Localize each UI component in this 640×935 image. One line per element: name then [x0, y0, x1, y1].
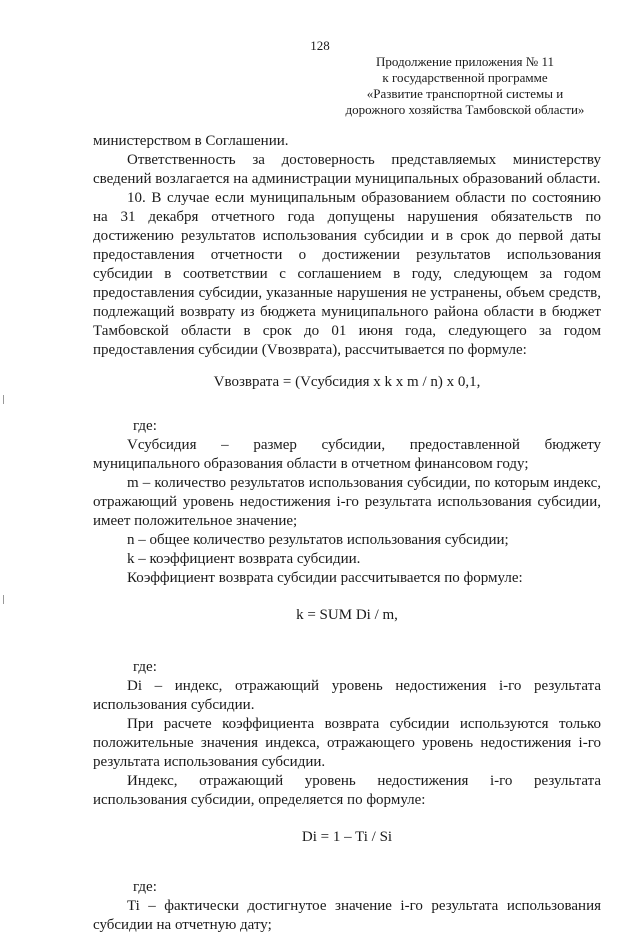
scan-margin-mark	[3, 395, 4, 404]
definition-n: n – общее количество результатов использования субсидии;	[127, 532, 509, 548]
paragraph: Ответственность за достоверность представляемых министерству сведений возлагается на администрации муниципальных образований области.	[93, 152, 601, 187]
paragraph: Коэффициент возврата субсидии рассчитывается по формуле:	[127, 570, 523, 586]
definition-m: m – количество результатов использования субсидии, по которым индекс, отражающий уровень недостижения i-го результата использования субсидии, имеет положительное значение;	[93, 475, 601, 529]
page-number: 128	[310, 38, 330, 53]
definition-t: Ti – фактически достигнутое значение i-го результата использования субсидии на отчетную дату;	[93, 898, 601, 933]
formula-refund: Vвозврата = (Vсубсидия x k x m / n) x 0,1,	[213, 374, 481, 390]
definition-v-subsidy: Vсубсидия – размер субсидии, предоставленной бюджету муниципального образования области в отчетном финансовом году;	[93, 437, 601, 472]
definition-k: k – коэффициент возврата субсидии.	[127, 551, 361, 567]
paragraph-clause-10: 10. В случае если муниципальным образованием области по состоянию на 31 декабря отчетного года допущены нарушения обязательств по достижению результатов использования субсидии и в срок до первой даты предоставления отчетности о достижении результатов использования субсидии в соответствии с соглашением в году, следующем за годом предоставления субсидии, указанные нарушения не устранены, объем средств, подлежащий возврату из бюджета муниципального района области в бюджет Тамбовской области в срок до 01 июня года, следующего за годом предоставления субсидии (Vвозврата), рассчитывается по формуле:	[93, 190, 601, 358]
where-label: где:	[133, 418, 157, 434]
where-label: где:	[133, 659, 157, 675]
scan-margin-mark	[3, 595, 4, 604]
paragraph: министерством в Соглашении.	[93, 133, 289, 149]
document-body	[93, 132, 601, 935]
definition-d: Di – индекс, отражающий уровень недостижения i-го результата использования субсидии.	[93, 678, 601, 713]
header-line: Продолжение приложения № 11	[376, 54, 554, 69]
where-label: где:	[133, 879, 157, 895]
paragraph: При расчете коэффициента возврата субсидии используются только положительные значения индекса, отражающего уровень недостижения i-го результата использования субсидии.	[93, 716, 601, 770]
header-line: к государственной программе	[382, 70, 548, 85]
formula-k: k = SUM Di / m,	[296, 607, 398, 623]
appendix-header	[300, 54, 630, 118]
header-line: «Развитие транспортной системы и	[366, 86, 564, 101]
formula-d: Di = 1 – Ti / Si	[301, 829, 393, 845]
paragraph: Индекс, отражающий уровень недостижения i-го результата использования субсидии, определяется по формуле:	[93, 773, 601, 808]
header-line: дорожного хозяйства Тамбовской области»	[345, 102, 585, 117]
